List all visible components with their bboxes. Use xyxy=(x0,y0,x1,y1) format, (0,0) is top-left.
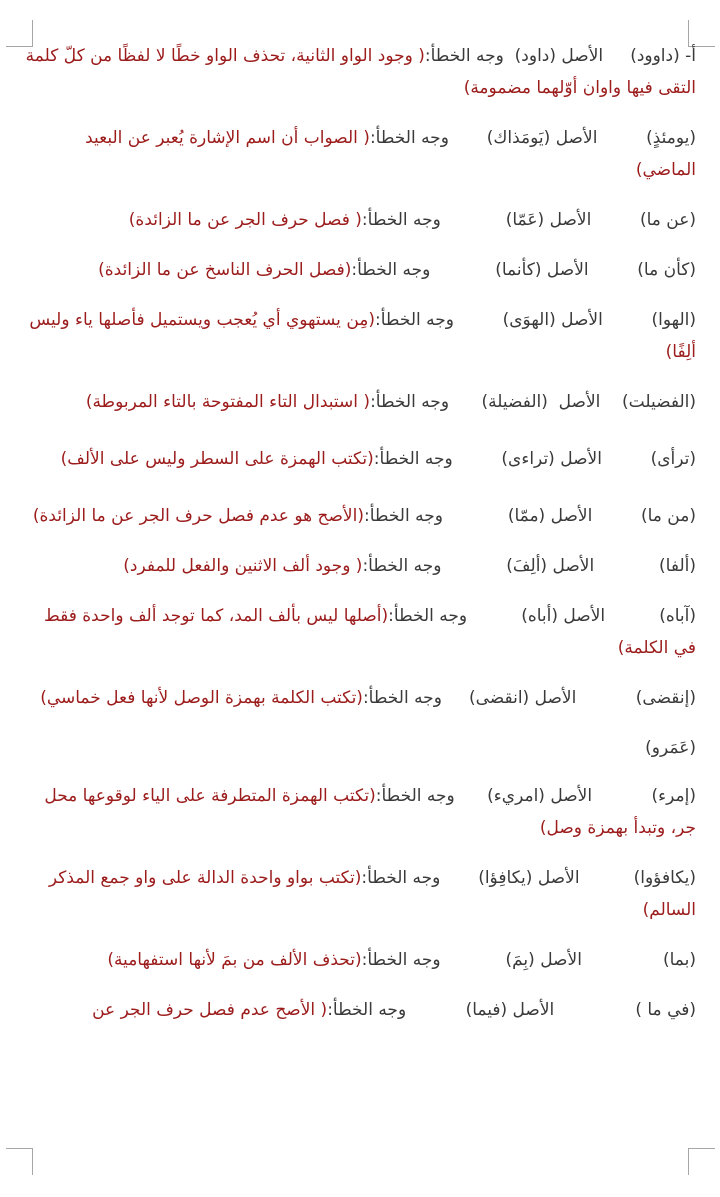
entry-9 xyxy=(22,550,696,582)
entry-word: (ترأى) xyxy=(650,449,696,469)
entry-6 xyxy=(22,386,696,418)
entry-original: (يكافِؤا) xyxy=(478,868,533,888)
entry-word: (بما) xyxy=(662,950,696,970)
entry-explanation: ( الصواب أن اسم الإشارة يُعبر عن البعيد الماضي) xyxy=(85,128,696,180)
error-label: وجه الخطأ: xyxy=(351,260,431,280)
entry-4 xyxy=(22,254,696,286)
original-label: الأصل xyxy=(512,1000,555,1020)
original-label: الأصل xyxy=(561,46,604,66)
original-label: الأصل xyxy=(550,786,593,806)
entry-original: (كأنما) xyxy=(495,260,542,280)
entry-explanation: (الأصح هو عدم فصل حرف الجر عن ما الزائدة) xyxy=(32,506,364,526)
entry-word: (ألفا) xyxy=(659,556,696,576)
entry-14 xyxy=(22,862,696,926)
original-label: الأصل xyxy=(558,392,601,412)
entry-8 xyxy=(22,500,696,532)
entry-original: (عَمّا) xyxy=(505,210,545,230)
error-label: وجه الخطأ: xyxy=(375,310,454,330)
entry-original: (تراءى) xyxy=(501,449,555,469)
entry-explanation: (تكتب الهمزة المتطرفة على الياء لوقوعها محل جر، وتبدأ بهمزة وصل) xyxy=(44,786,696,838)
entry-original: (الهوَى) xyxy=(502,310,556,330)
entry-word: (الفضيلت) xyxy=(622,392,696,412)
document-page xyxy=(22,40,696,1044)
original-label: الأصل xyxy=(549,210,592,230)
entry-original: (داود) xyxy=(514,46,557,66)
crop-mark-bottom-right xyxy=(688,1148,715,1175)
entry-word: (عَمَرو) xyxy=(645,738,696,758)
error-label: وجه الخطأ: xyxy=(369,128,449,148)
error-label: وجه الخطأ: xyxy=(363,506,443,526)
entry-11 xyxy=(22,682,696,714)
entry-word: (يومئذٍ) xyxy=(646,128,696,148)
entry-explanation: (تكتب الهمزة على السطر وليس على الألف) xyxy=(60,449,374,469)
entry-explanation: ( الأصح عدم فصل حرف الجر عن xyxy=(92,1000,328,1020)
original-label: الأصل xyxy=(540,950,582,970)
error-label: وجه الخطأ: xyxy=(375,786,455,806)
entry-explanation: (تكتب الكلمة بهمزة الوصل لأنها فعل خماسي) xyxy=(40,688,363,708)
entry-explanation: ( استبدال التاء المفتوحة بالتاء المربوطة) xyxy=(85,392,371,412)
entry-word: (كأن ما) xyxy=(637,260,696,280)
entry-word: (من ما) xyxy=(640,506,696,526)
original-label: الأصل xyxy=(560,449,602,469)
error-label: وجه الخطأ: xyxy=(373,449,453,469)
error-label: وجه الخطأ: xyxy=(362,688,442,708)
error-label: وجه الخطأ: xyxy=(361,210,441,230)
entry-word: (عن ما) xyxy=(639,210,696,230)
entry-original: (ممّا) xyxy=(507,506,546,526)
error-label: وجه الخطأ: xyxy=(370,392,450,412)
entry-original: (يَومَذاك) xyxy=(486,128,551,148)
entry-explanation: (تكتب بواو واحدة الدالة على واو جمع المذكر السالم) xyxy=(48,868,696,920)
entry-explanation: (مِن يستهوي أي يُعجب ويستميل فأصلها ياء وليس ألِفًا) xyxy=(29,310,696,362)
original-label: الأصل xyxy=(550,506,593,526)
entry-original: (فيما) xyxy=(465,1000,508,1020)
original-label: الأصل xyxy=(552,556,595,576)
error-label: وجه الخطأ: xyxy=(424,46,504,66)
error-label: وجه الخطأ: xyxy=(361,868,441,888)
entry-15 xyxy=(22,944,696,976)
entry-original: (انقضى) xyxy=(468,688,530,708)
original-label: الأصل xyxy=(534,688,577,708)
entry-original: (الفضيلة) xyxy=(481,392,548,412)
entry-original: (امريء) xyxy=(487,786,545,806)
error-label: وجه الخطأ: xyxy=(388,606,468,626)
original-label: الأصل xyxy=(561,310,603,330)
error-label: وجه الخطأ: xyxy=(362,556,442,576)
entry-3 xyxy=(22,204,696,236)
entry-explanation: (أصلها ليس بألف المد، كما توجد ألف واحدة فقط في الكلمة) xyxy=(44,606,696,658)
crop-mark-bottom-left xyxy=(6,1148,33,1175)
entry-word: (الهوا) xyxy=(651,310,696,330)
original-label: الأصل xyxy=(555,128,598,148)
original-label: الأصل xyxy=(563,606,606,626)
entry-original: (بِمَ) xyxy=(505,950,535,970)
error-label: وجه الخطأ: xyxy=(327,1000,407,1020)
entry-word: (يكافؤوا) xyxy=(633,868,696,888)
entry-explanation: (فصل الحرف الناسخ عن ما الزائدة) xyxy=(98,260,352,280)
original-label: الأصل xyxy=(537,868,580,888)
entry-explanation: (تحذف الألف من بمَ لأنها استفهامية) xyxy=(107,950,362,970)
entry-original: (ألِفَ) xyxy=(506,556,548,576)
entry-word: (إنقضى) xyxy=(635,688,696,708)
entry-16 xyxy=(22,994,696,1026)
entry-1 xyxy=(22,40,696,104)
entry-word: (آباه) xyxy=(659,606,696,626)
original-label: الأصل xyxy=(546,260,589,280)
entry-7 xyxy=(22,436,696,482)
entry-12 xyxy=(22,732,696,764)
entry-explanation: ( وجود الواو الثانية، تحذف الواو خطًا لا لفظًا من كلّ كلمة التقى فيها واوان أوّلهما مضمومة) xyxy=(25,46,696,98)
entry-10 xyxy=(22,600,696,664)
entry-2 xyxy=(22,122,696,186)
entry-13 xyxy=(22,780,696,844)
entry-explanation: ( وجود ألف الاثنين والفعل للمفرد) xyxy=(123,556,363,576)
entry-word: (إمرء) xyxy=(651,786,696,806)
error-label: وجه الخطأ: xyxy=(361,950,441,970)
entry-word: (في ما ) xyxy=(635,1000,696,1020)
entry-explanation: ( فصل حرف الجر عن ما الزائدة) xyxy=(128,210,362,230)
entry-word: أ- (داوود) xyxy=(630,46,696,66)
entry-5 xyxy=(22,304,696,368)
entry-original: (أباه) xyxy=(521,606,558,626)
